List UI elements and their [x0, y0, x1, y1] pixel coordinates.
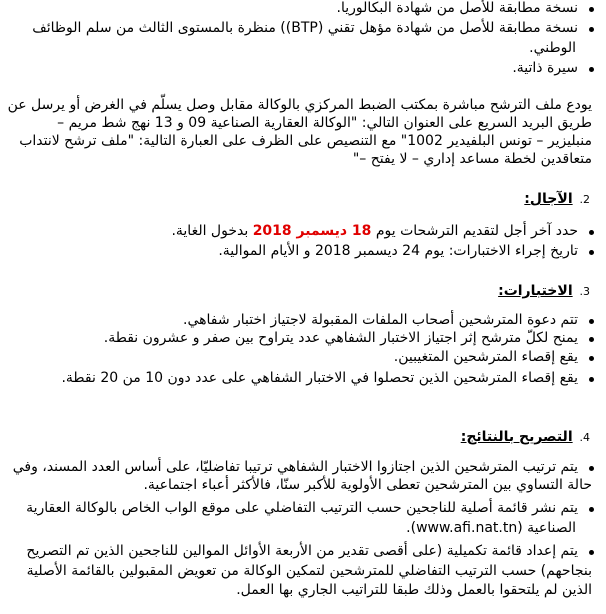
list-item-text: يقع إقصاء المترشحين الذين تحصلوا في الاختبار الشفاهي على عدد دون 10 من 20 نقطة.	[61, 370, 578, 386]
bullet-icon	[589, 27, 594, 32]
bullet-icon	[589, 319, 594, 324]
section-title: الاختبارات:	[498, 283, 573, 299]
section-heading	[498, 282, 590, 301]
bullet-icon	[589, 67, 594, 72]
section-heading	[524, 190, 590, 209]
paragraph-line: منبليزير – تونس البلفيدير 1002" مع التنصيص على الظرف على العبارة التالية: "ملف ترشح لانتداب	[19, 133, 592, 149]
list-item	[8, 0, 594, 17]
section-title: الآجال:	[524, 191, 573, 207]
deadline-date: 18 ديسمبر 2018	[252, 223, 372, 239]
list-item	[8, 459, 594, 476]
section-number: 4.	[579, 431, 590, 444]
list-item-continuation: الذين لم يلتحقوا بالعمل وذلك طبقا للتراتيب الجاري بها العمل.	[236, 582, 592, 598]
bullet-icon	[589, 230, 594, 235]
bullet-icon	[589, 550, 594, 555]
list-item	[8, 330, 594, 347]
list-item	[8, 543, 594, 560]
section-title: التصريح بالنتائج:	[460, 429, 573, 445]
bullet-icon	[589, 356, 594, 361]
deadline-suffix: بدخول الغاية.	[171, 223, 249, 239]
list-item-text: يمنح لكلّ مترشح إثر اجتياز الاختبار الشفاهي عدد يتراوح بين صفر و عشرون نقطة.	[103, 330, 578, 346]
list-item-text: يقع إقصاء المترشحين المتغيبين.	[393, 349, 578, 365]
deadline-prefix: حدد آخر أجل لتقديم الترشحات يوم	[375, 223, 578, 239]
paragraph-line: متعاقدين لخطة مساعد إداري – لا يفتح –"	[352, 151, 592, 167]
list-item	[8, 370, 594, 387]
list-item-text: يتم ترتيب المترشحين الذين اجتازوا الاختبار الشفاهي ترتيبا تفاضليّا، على أساس العدد المسند، وفي	[12, 459, 578, 475]
section-number: 2.	[579, 193, 590, 206]
list-item	[8, 500, 594, 517]
list-item-text: سيرة ذاتية.	[512, 60, 578, 76]
list-item	[8, 312, 594, 329]
section-number: 3.	[579, 285, 590, 298]
list-item-text: تاريخ إجراء الاختبارات: يوم 24 ديسمبر 2018 و الأيام الموالية.	[218, 243, 578, 259]
bullet-icon	[589, 337, 594, 342]
list-item	[8, 20, 594, 37]
list-item-text: يتم نشر قائمة أصلية للناجحين حسب الترتيب التفاضلي على موقع الواب الخاص بالوكالة العقارية	[26, 500, 578, 516]
bullet-icon	[589, 377, 594, 382]
list-item	[8, 60, 594, 77]
bullet-icon	[589, 466, 594, 471]
bullet-icon	[589, 507, 594, 512]
section-heading	[461, 428, 590, 447]
list-item-continuation: حالة التساوي بين المترشحين تعطى الأولوية للأكبر سنّا، فالأكثر أعباء اجتماعية.	[143, 477, 592, 493]
list-item-text: نسخة مطابقة للأصل من شهادة البكالوريا.	[336, 0, 578, 16]
bullet-icon	[589, 250, 594, 255]
list-item-text: نسخة مطابقة للأصل من شهادة مؤهل تقني (BTP)) منظرة بالمستوى الثالث من سلم الوظائف	[32, 20, 578, 36]
list-item-text: يتم إعداد قائمة تكميلية (على أقصى تقدير من الأربعة الأوائل الموالين للناجحين الذين تم التصريح	[26, 543, 578, 559]
paragraph-line: طريق البريد السريع على العنوان التالي: "الوكالة العقارية الصناعية 09 و 13 نهج شط مريم –	[57, 115, 592, 131]
paragraph-line: يودع ملف الترشح مباشرة بمكتب الضبط المركزي بالوكالة مقابل وصل يسلّم في الغرض أو يرسل عن	[7, 97, 592, 113]
list-item-text: تتم دعوة المترشحين أصحاب الملفات المقبولة لاجتياز اختبار شفاهي.	[183, 312, 578, 328]
list-item-continuation: بنجاحهم) حسب الترتيب التفاضلي للمترشحين لتمكين الوكالة من تعويض المقبولين بالقائمة الأصلية	[26, 563, 592, 579]
bullet-icon	[589, 7, 594, 12]
list-item-continuation: الصناعية (www.afi.nat.tn).	[406, 520, 576, 536]
list-item-continuation: الوطني.	[529, 40, 576, 56]
list-item	[8, 243, 594, 260]
list-item	[8, 349, 594, 366]
list-item	[8, 223, 594, 240]
